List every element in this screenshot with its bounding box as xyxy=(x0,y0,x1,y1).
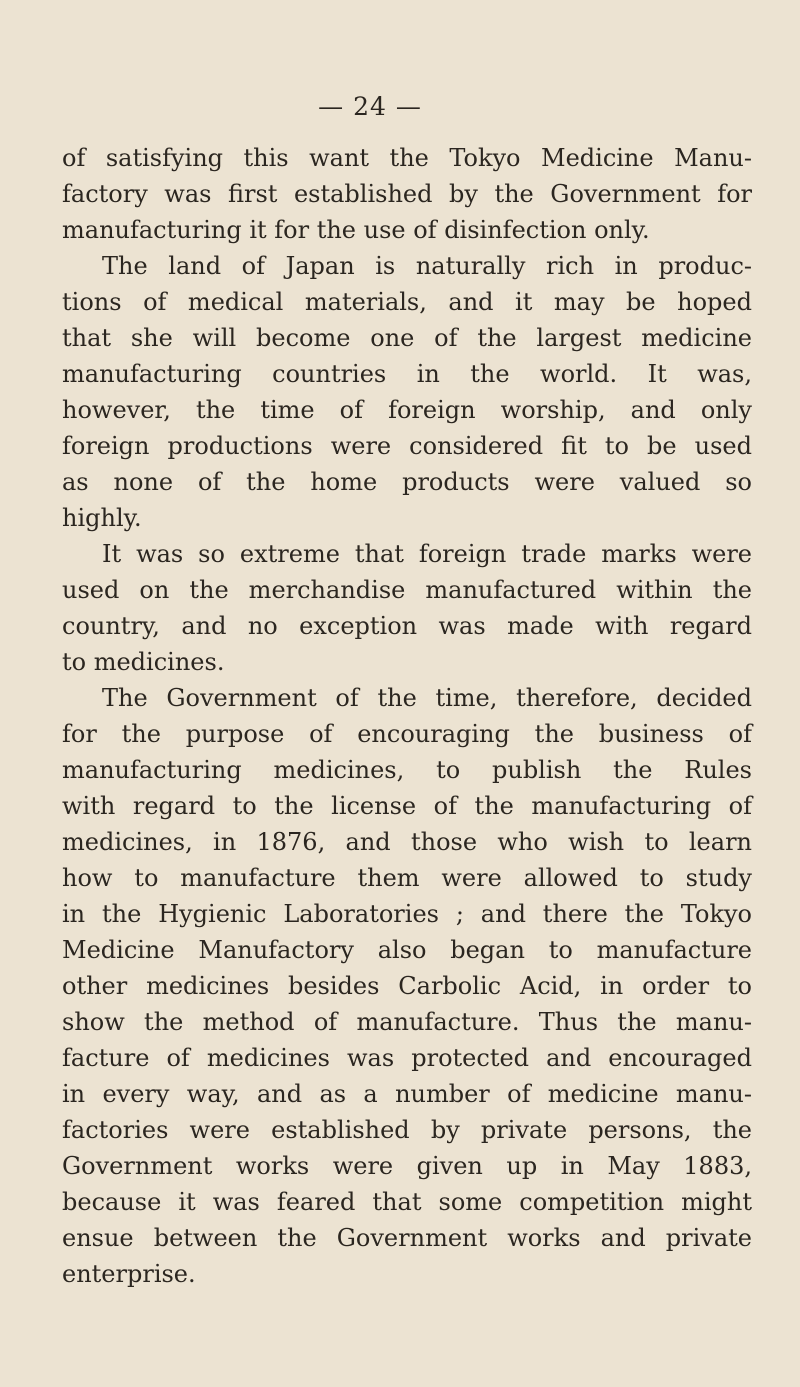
text-line: with regard to the license of the manufacturing of xyxy=(62,792,752,820)
text-line: to medicines. xyxy=(62,648,225,676)
text-line: The land of Japan is naturally rich in produc- xyxy=(102,252,752,280)
text-line: factory was first established by the Government for xyxy=(62,180,752,208)
text-line: manufacturing countries in the world. It was, xyxy=(62,360,752,388)
text-line: Medicine Manufactory also began to manufacture xyxy=(62,936,752,964)
text-line: manufacturing medicines, to publish the Rules xyxy=(62,756,752,784)
text-line: ensue between the Government works and private xyxy=(62,1224,752,1252)
text-line: that she will become one of the largest medicine xyxy=(62,324,752,352)
text-line: facture of medicines was protected and encouraged xyxy=(62,1044,752,1072)
text-line: as none of the home products were valued so xyxy=(62,468,752,496)
text-line: foreign productions were considered fit to be used xyxy=(62,432,752,460)
text-line: It was so extreme that foreign trade marks were xyxy=(102,540,752,568)
text-line: in the Hygienic Laboratories ; and there the Tokyo xyxy=(62,900,752,928)
text-line: how to manufacture them were allowed to study xyxy=(62,864,752,892)
text-line: for the purpose of encouraging the business of xyxy=(62,720,752,748)
page-number: — 24 — xyxy=(318,92,422,121)
text-line: country, and no exception was made with regard xyxy=(62,612,752,640)
text-line: The Government of the time, therefore, decided xyxy=(102,684,752,712)
text-line: manufacturing it for the use of disinfection only. xyxy=(62,216,650,244)
text-line: other medicines besides Carbolic Acid, in order to xyxy=(62,972,752,1000)
text-line: in every way, and as a number of medicine manu- xyxy=(62,1080,752,1108)
text-line: of satisfying this want the Tokyo Medicine Manu- xyxy=(62,144,752,172)
text-line: highly. xyxy=(62,504,142,532)
text-line: used on the merchandise manufactured within the xyxy=(62,576,752,604)
body-text xyxy=(62,140,752,1292)
text-line: medicines, in 1876, and those who wish to learn xyxy=(62,828,752,856)
text-line: enterprise. xyxy=(62,1260,196,1288)
text-line: because it was feared that some competition might xyxy=(62,1188,752,1216)
text-line: tions of medical materials, and it may be hoped xyxy=(62,288,752,316)
text-line: show the method of manufacture. Thus the manu- xyxy=(62,1008,752,1036)
text-line: however, the time of foreign worship, and only xyxy=(62,396,752,424)
text-line: factories were established by private persons, the xyxy=(62,1116,752,1144)
text-line: Government works were given up in May 1883, xyxy=(62,1152,752,1180)
